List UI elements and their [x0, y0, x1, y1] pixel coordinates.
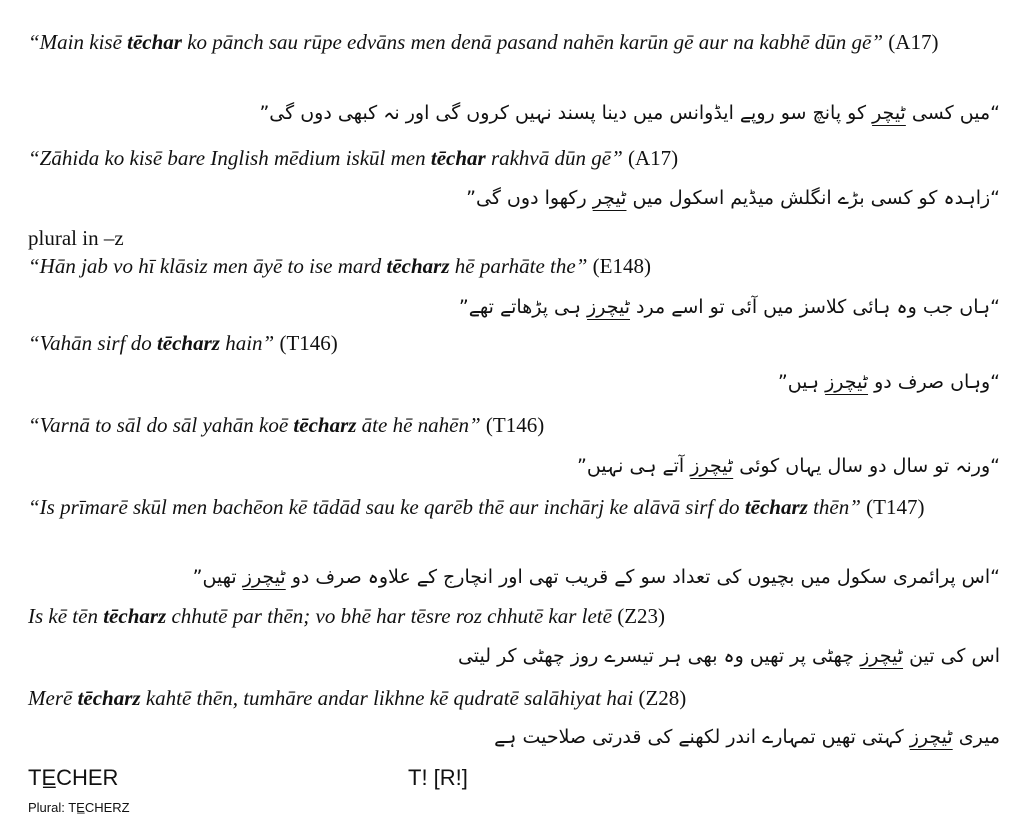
urdu-text: “میں کسی — [905, 102, 1000, 124]
transliteration-line — [28, 30, 1003, 54]
keyword: tēchar — [430, 146, 486, 170]
source-reference: (E148) — [587, 254, 651, 278]
source-reference: (A17) — [883, 30, 939, 54]
keyword: tēcharz — [386, 254, 450, 278]
quote-text: “Vahān sirf do — [28, 331, 157, 355]
quote-text: Merē — [28, 686, 78, 710]
urdu-keyword: ٹیچرز — [825, 371, 869, 393]
urdu-text: رکھوا دوں گی” — [466, 187, 593, 209]
source-reference: (T147) — [860, 495, 925, 519]
plural-form: Plural: TE̲CHERZ — [28, 800, 130, 815]
quote-text: thēn” — [807, 495, 861, 519]
quote-text: “Main kisē — [28, 30, 128, 54]
keyword: tēchar — [127, 30, 182, 54]
urdu-text: اس کی تین — [903, 645, 1000, 667]
quote-text: “Varnā to sāl do sāl yahān koē — [28, 413, 294, 437]
urdu-text: ہی پڑھاتے تھے” — [458, 296, 588, 318]
transliteration-line — [28, 413, 1003, 437]
urdu-keyword: ٹیچرز — [242, 566, 286, 588]
urdu-line — [466, 183, 1000, 213]
quote-text: Is kē tēn — [28, 604, 104, 628]
urdu-keyword: ٹیچر — [592, 187, 627, 209]
urdu-keyword: ٹیچرز — [909, 726, 953, 748]
urdu-line — [459, 292, 1000, 322]
source-reference: (A17) — [622, 146, 679, 170]
keyword: tēcharz — [293, 413, 357, 437]
urdu-keyword: ٹیچرز — [587, 296, 630, 318]
quote-text: ko pānch sau rūpe edvāns men denā pasand nahēn karūn gē aur na kabhē dūn gē” — [181, 30, 884, 54]
quote-text: chhutē par thēn; vo bhē har tēsre roz chhutē kar letē — [166, 604, 612, 628]
quote-text: “Is prīmarē skūl men bachēon kē tādād sau ke qarēb thē aur inchārj ke alāvā sirf do — [28, 495, 745, 519]
urdu-line — [193, 562, 1000, 592]
headword: TE̲CHER — [28, 765, 119, 790]
urdu-line — [577, 451, 1000, 481]
urdu-text: کہتی تھیں تمہارے اندر لکھنے کی قدرتی صلاحیت ہے — [494, 726, 910, 748]
keyword: tēcharz — [156, 331, 220, 355]
urdu-line — [778, 367, 1000, 397]
section-label: plural in –z — [28, 226, 124, 250]
quote-text: “Hān jab vo hī klāsiz men āyē to ise mard — [28, 254, 387, 278]
urdu-text: چھٹی پر تھیں وہ بھی ہر تیسرے روز چھٹی کر لیتی — [457, 645, 861, 667]
transliteration-line — [28, 331, 1003, 355]
transliteration-line — [28, 604, 1003, 628]
source-reference: (Z28) — [633, 686, 687, 710]
urdu-text: “ورنہ تو سال دو سال یہاں کوئی — [733, 455, 1000, 477]
transliteration-line — [28, 146, 1003, 170]
phonology-note: T! [R!] — [408, 765, 468, 790]
urdu-text: میری — [952, 726, 1000, 748]
transliteration-line — [28, 254, 1003, 278]
quote-text: hē parhāte the” — [449, 254, 588, 278]
quote-text: “Zāhida ko kisē bare Inglish mēdium iskūl men — [28, 146, 431, 170]
urdu-keyword: ٹیچرز — [860, 645, 904, 667]
urdu-keyword: ٹیچر — [872, 102, 906, 124]
urdu-text: تھیں” — [192, 566, 243, 588]
quote-text: kahtē thēn, tumhāre andar likhne kē qudratē salāhiyat hai — [140, 686, 634, 710]
quote-text: rakhvā dūn gē” — [485, 146, 623, 170]
urdu-text: “وہاں صرف دو — [868, 371, 1000, 393]
transliteration-line — [28, 686, 1003, 710]
keyword: tēcharz — [744, 495, 808, 519]
source-reference: (Z23) — [611, 604, 666, 628]
urdu-line — [259, 98, 1000, 128]
urdu-text: “اس پرائمری سکول میں بچیوں کی تعداد سو کے قریب تھی اور انچارج کے علاوہ صرف دو — [285, 566, 1000, 588]
urdu-text: آتے ہی نہیں” — [576, 455, 691, 477]
quote-text: āte hē nahēn” — [356, 413, 481, 437]
urdu-text: کو پانچ سو روپے ایڈوانس میں دینا پسند نہیں کروں گی اور نہ کبھی دوں گی” — [259, 102, 873, 124]
transliteration-line — [28, 495, 1003, 519]
source-reference: (T146) — [274, 331, 338, 355]
urdu-text: ہیں” — [777, 371, 826, 393]
urdu-text: “ہاں جب وہ ہائی کلاسز میں آئی تو اسے مرد — [630, 296, 1000, 318]
source-reference: (T146) — [480, 413, 545, 437]
quote-text: hain” — [219, 331, 275, 355]
urdu-line — [458, 641, 1000, 671]
urdu-keyword: ٹیچرز — [690, 455, 734, 477]
keyword: tēcharz — [77, 686, 141, 710]
keyword: tēcharz — [103, 604, 167, 628]
urdu-text: “زاہدہ کو کسی بڑے انگلش میڈیم اسکول میں — [626, 187, 1000, 209]
urdu-line — [494, 722, 1000, 752]
